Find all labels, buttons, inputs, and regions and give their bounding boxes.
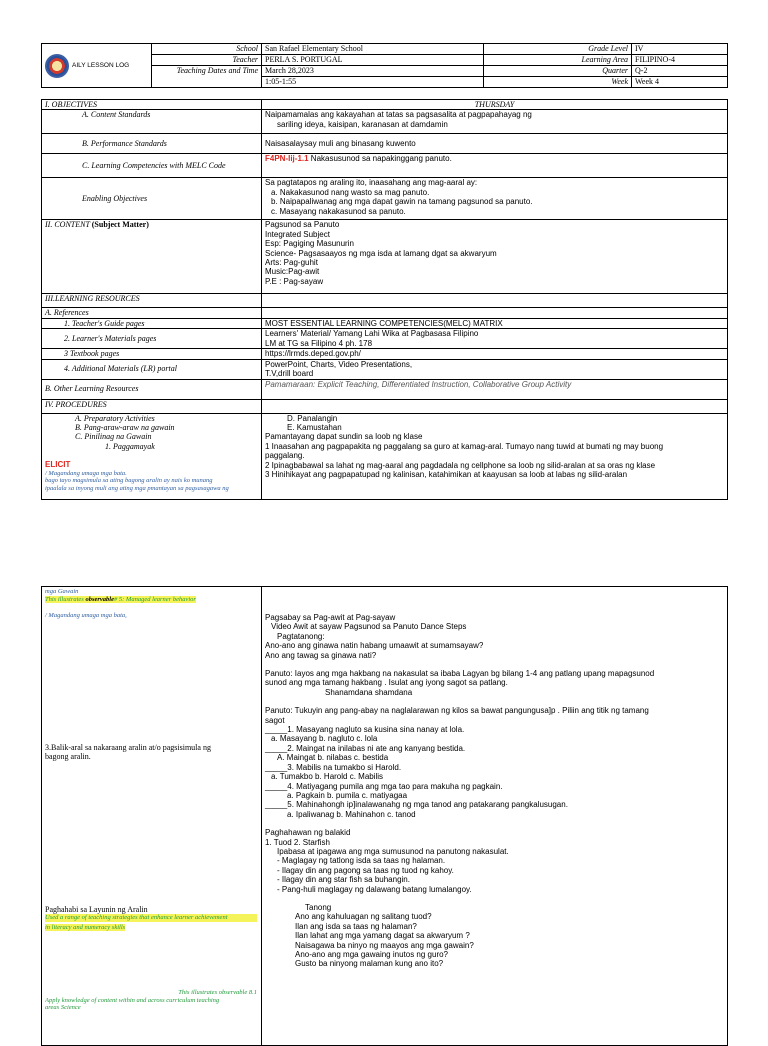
school-label: School (152, 44, 262, 55)
area-value: FILIPINO-4 (632, 55, 728, 66)
procedures-heading: IV. PROCEDURES (42, 399, 262, 413)
observable-5-note: This illustrates observable# 5: Managed learner behavior (45, 595, 196, 603)
grade-label: Grade Level (484, 44, 632, 55)
lm-value: Learners' Material/ Yamang Lahi Wika at Pagbasasa Filipino LM at TG sa Filipino 4 ph. 178 (262, 329, 728, 349)
elicit-label: ELICIT (45, 460, 71, 470)
grade-value: IV (632, 44, 728, 55)
observable-81-block: This illustrates observable 8.1 Apply knowledge of content within and across curriculum teaching areas Science (45, 989, 257, 1011)
additional-materials-label: 4. Additional Materials (LR) portal (42, 359, 262, 379)
teacher-value: PERLA S. PORTUGAL (262, 55, 484, 66)
quarter-label: Quarter (484, 66, 632, 77)
content-standards-value: Naipamamalas ang kakayahan at tatas sa pagsasalita at pagpapahayag ng sariling ideya, kaisipan, karanasan at damdamin (262, 110, 728, 134)
objectives-heading: I. OBJECTIVES (42, 100, 262, 110)
additional-materials-value: PowerPoint, Charts, Video Presentations, T.V,drill board (262, 359, 728, 379)
teacher-label: Teacher (152, 55, 262, 66)
content-value: Pagsunod sa Panuto Integrated Subject Esp: Pagiging Masunurin Science- Pagsasaayos ng mga isda at lamang dgat sa akwaryum Arts: Pag-guhit Music:Pag-awit P.E : Pag-sayaw (262, 220, 728, 294)
week-value: Week 4 (632, 77, 728, 88)
school-value: San Rafael Elementary School (262, 44, 484, 55)
tb-value[interactable]: https://lrmds.deped.gov.ph/ (262, 349, 728, 359)
tb-label: 3 Textbook pages (42, 349, 262, 359)
procedures-left: A. Preparatory Activities B. Pang-araw-araw na gawain C. Pinilinag na Gawain 1. Paggamayak ELICIT / Magandang umaga mga bata. bago tayo magsimula sa ating bagong aralin ay nais ko munang ipaalala sa inyong muli ang ating mga pmantayan sa pagsasagawa ng (42, 413, 262, 499)
purpose-label: Paghahabi sa Layunin ng Aralin (45, 905, 148, 914)
other-resources-value: Pamamaraan: Explicit Teaching, Differentiated Instruction, Collaborative Group Activity (262, 379, 728, 399)
lesson-plan-table (41, 99, 727, 500)
page-two-table (41, 586, 727, 1046)
performance-standards-value: Naisasalaysay muli ang binasang kuwento (262, 134, 728, 154)
references-label: A. References (42, 308, 262, 318)
other-resources-label: B. Other Learning Resources (42, 379, 262, 399)
melc-code: F4PN-Iij-1.1 (265, 154, 309, 164)
week-label: Week (484, 77, 632, 88)
deped-seal-icon (45, 54, 69, 78)
competencies-value: F4PN-Iij-1.1 Nakasusunod sa napakinggang panuto. (262, 154, 728, 178)
resources-heading: III.LEARNING RESOURCES (42, 294, 262, 308)
enabling-objectives-label: Enabling Objectives (42, 178, 262, 220)
page2-right-column: Pagsabay sa Pag-awit at Pag-sayaw Video Awit at sayaw Pagsunod sa Panuto Dance Steps Pagtatanong: Ano-ano ang ginawa natin habang umaawit at sumamsayaw? Ano ang tawag sa ginawa nati? Panuto: Iayos ang mga hakbang na nakasulat sa ibaba Lagyan bg bilang 1-4 ang patlang upang mapagsunod sunod ang mga tamang hakbang . Isulat ang iyong sagot sa patlang. Shanamdana shamdana Panuto: Tukuyin ang pang-abay na naglalarawan ng kilos sa bawat pangungusa]p . Piliin ang titik ng tamang sagot _____1. Masayang nagluto sa kusina sina nanay at lola. a. Masayang b. nagluto c. lola _____2. Maingat na inilabas ni ate ang kanyang bestida. A. Maingat b. nilabas c. bestida _____3. Mabilis na tumakbo si Harold. a. Tumakbo b. Harold c. Mabilis _____4. Matiyagang pumila ang mga tao para makuha ng pagkain. a. Pagkain b. pumila c. matiyagaa _____5. Mahinahongh ip]inalawanahg ng mga tanod ang patakarang pangkalusugan. a. Ipaliwanag b. Mahinahon c. tanod Paghahawan ng balakid 1. Tuod 2. Starfish Ipabasa at ipagawa ang mga sumusunod na panutong nakasulat. - Maglagay ng tatlong isda sa taas ng halaman. - Ilagay din ang pagong sa taas ng tuod ng kahoy. - Ilagay din ang star fish sa buhangin. - Pang-huli maglagay ng dalawang batang lumalangoy. Tanong Ano ang kahuluagan ng salitang tuod? Ilan ang isda sa taas ng halaman? Ilan lahat ang mga yamang dagat sa akwaryum ? Naisagawa ba ninyo ng maayos ang mga gawain? Ano-ano ang mga gawaing inutos ng guro? Gusto ba ninyong malaman kung ano ito? (262, 587, 728, 1046)
tg-label: 1. Teacher's Guide pages (42, 318, 262, 328)
date-value: March 28,2023 (262, 66, 484, 77)
time-value: 1:05-1:55 (262, 77, 484, 88)
competencies-label: C. Learning Competencies with MELC Code (42, 154, 262, 178)
area-label: Learning Area (484, 55, 632, 66)
lm-label: 2. Learner's Materials pages (42, 329, 262, 349)
purpose-block: Paghahabi sa Layunin ng Aralin Used a range of teaching strategies that enhance learner achievement in literacy and numeracy skills (45, 905, 257, 931)
tg-value: MOST ESSENTIAL LEARNING COMPETENCIES(MELC) MATRIX (262, 318, 728, 328)
performance-standards-label: B. Performance Standards (42, 134, 262, 154)
content-heading: II. CONTENT (Subject Matter) (42, 220, 262, 294)
lesson-log-header (41, 43, 727, 88)
quarter-value: Q-2 (632, 66, 728, 77)
content-standards-label: A. Content Standards (42, 110, 262, 134)
dates-label: Teaching Dates and Time (152, 66, 262, 88)
day-heading: THURSDAY (262, 100, 728, 110)
review-label: 3.Balik-aral sa nakaraang aralin at/o pagsisimula ng bagong aralin. (45, 743, 211, 762)
deped-logo-cell (42, 44, 152, 88)
page2-left-column: mga Gawain This illustrates observable# 5: Managed learner behavior / Magandang umaga mga bata, 3.Balik-aral sa nakaraang aralin at/o pagsisimula ng bagong aralin. Paghahabi sa Layunin ng Aralin Used a range of teaching strategies that enhance learner achievement in literacy and numeracy skills This illustrates observable 8.1 Apply knowledge of content within and across curriculum teaching areas Science (42, 587, 262, 1046)
enabling-objectives-value: Sa pagtatapos ng araling ito, inaasahang ang mag-aaral ay: a. Nakakasunod nang wasto sa mag panuto. b. Naipapaliwanag ang mga dapat gawin na tamang pagsunod sa panuto. c. Masayang nakakasunod sa panuto. (262, 178, 728, 220)
procedures-right: D. Panalangin E. Kamustahan Pamantayang dapat sundin sa loob ng klase 1 Inaasahan ang pagpapakita ng paggalang sa guro at kamag-aral. Tumayo nang tuwid at bumati ng may buong paggalang. 2 Ipinagbabawal sa lahat ng mag-aaral ang pagdadala ng cellphone sa loob ng silid-aralan at sa oras ng klase 3 Hinihikayat ang pagpapatupad ng kalinisan, katahimikan at kaayusan sa loob at labas ng silid-aralan (262, 413, 728, 499)
log-title: AILY LESSON LOG (72, 61, 130, 69)
